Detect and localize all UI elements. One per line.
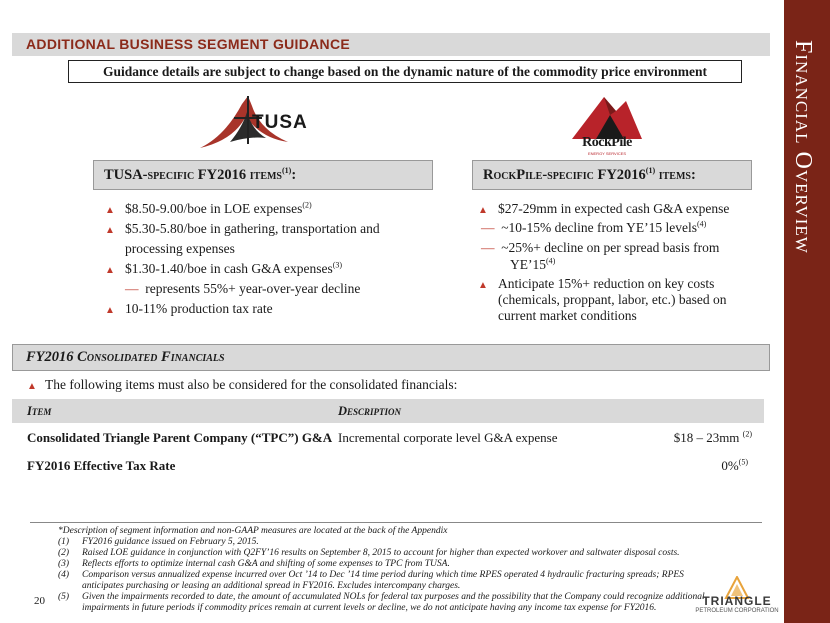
table-row-1-desc: Incremental corporate level G&A expense [338,430,558,445]
table-row-1-value [674,430,752,446]
rockpile-s2-sup: (4) [546,256,556,266]
dash-icon: — [481,240,495,255]
footnote-1-num: (1) [58,537,70,547]
footnote-2: Raised LOE guidance in conjunction with Q2FY’16 results on September 8, 2015 to account for higher than expected workover and saltwater disposal costs. [82,548,680,558]
column-header-description: Description [338,404,402,418]
consolidated-intro [27,375,458,396]
table-row-2-value-text: 0% [721,458,739,473]
footnote-5a: Given the impairments recorded to date, the amount of accumulated NOLs for federal tax purposes and the possibility that the Company could recognize additional [82,592,705,602]
tusa-b2b-text: processing expenses [125,241,235,256]
sidebar-title: Financial Overview [790,40,816,254]
tusa-b1-text: $8.50-9.00/boe in LOE expenses [125,201,303,216]
rockpile-b2a-text: Anticipate 15%+ reduction on key costs [498,276,715,291]
footnote-3-num: (3) [58,559,70,569]
tusa-b3-sup: (3) [332,260,343,270]
rockpile-bullet-1 [478,199,730,220]
rockpile-s2b-text: YE’15 [510,257,546,272]
tusa-heading-text: TUSA-specific FY2016 items [104,167,282,183]
footnote-4a: Comparison versus annualized expense incurred over Oct ’14 to Dec ’14 time period during which time RPES operated 4 hydraulic fracturing spreads; RPES [82,570,684,580]
consolidated-title: FY2016 Consolidated Financials [26,349,225,365]
tusa-b1-sup: (2) [302,200,312,210]
triangle-logo [692,576,782,620]
rockpile-s1-sup: (4) [697,219,707,229]
rockpile-logo-text: RockPile [582,135,632,150]
tusa-logo [190,92,320,154]
tusa-bullet-4 [105,299,273,320]
footnote-5-num: (5) [58,592,70,602]
tusa-b3-sub-text: represents 55%+ year-over-year decline [145,281,361,296]
footnote-5b: impairments in future periods if commodity prices remain at current levels or decline, we do not anticipate having any income tax expense for FY2016. [82,603,657,613]
tusa-bullet-3 [105,259,343,280]
table-row-1-sup: (2) [742,429,752,439]
tusa-logo-text: TUSA [252,112,308,133]
bullet-triangle-icon: ▲ [105,225,115,236]
rockpile-s1-text: ~10-15% decline from YE’15 levels [501,220,697,235]
table-row-2-item: FY2016 Effective Tax Rate [27,458,176,473]
bullet-triangle-icon: ▲ [478,205,488,216]
tusa-sub-bullet [125,279,360,298]
tusa-b3-text: $1.30-1.40/boe in cash G&A expenses [125,261,333,276]
footnote-divider [30,522,762,523]
rockpile-b2c-text: current market conditions [498,308,637,323]
rockpile-logo-icon [570,93,644,141]
rockpile-b1-text: $27-29mm in expected cash G&A expense [498,201,730,216]
rockpile-sub-1 [481,218,706,237]
section-title: ADDITIONAL BUSINESS SEGMENT GUIDANCE [26,36,351,52]
rockpile-logo [570,93,644,159]
bullet-triangle-icon: ▲ [105,305,115,316]
guidance-note: Guidance details are subject to change based on the dynamic nature of the commodity price environment [68,60,742,83]
rockpile-heading [472,160,752,190]
table-row-1-value-text: $18 – 23mm [673,430,740,445]
page-number: 20 [34,595,45,607]
tusa-b4-text: 10-11% production tax rate [125,301,273,316]
table-row-2-value [721,458,748,474]
rockpile-heading-sup: (1) [645,166,656,176]
table-row-2-sup: (5) [738,457,748,467]
consolidated-intro-text: The following items must also be considered for the consolidated financials: [45,377,458,392]
rockpile-sub-2b [510,255,555,274]
dash-icon: — [125,281,139,296]
bullet-triangle-icon: ▲ [27,381,37,392]
footnote-intro: *Description of segment information and non-GAAP measures are located at the back of the Appendix [58,526,448,536]
bullet-triangle-icon: ▲ [105,205,115,216]
rockpile-heading-suffix: items: [655,167,696,183]
rockpile-heading-text: RockPile-specific FY2016 [483,167,646,183]
triangle-logo-sub: PETROLEUM CORPORATION [695,608,779,614]
tusa-heading-suffix: : [291,167,297,183]
rockpile-b2b-text: (chemicals, proppant, labor, etc.) based on [498,292,727,307]
column-header-item: Item [27,404,52,418]
tusa-heading-sup: (1) [282,166,292,176]
rockpile-logo-sub: ENERGY SERVICES [587,151,627,156]
tusa-bullet-2 [105,219,380,240]
tusa-b2a-text: $5.30-5.80/boe in gathering, transportation and [125,221,380,236]
dash-icon: — [481,220,495,235]
table-row-1-item: Consolidated Triangle Parent Company (“TPC”) G&A [27,430,333,445]
bullet-triangle-icon: ▲ [105,265,115,276]
footnote-4-num: (4) [58,570,70,580]
rockpile-bullet-2 [478,274,715,295]
rockpile-s2a-text: ~25%+ decline on per spread basis from [501,240,720,255]
triangle-logo-text: TRIANGLE [702,594,772,608]
tusa-bullet-1 [105,199,312,220]
footnote-2-num: (2) [58,548,70,558]
bullet-triangle-icon: ▲ [478,280,488,291]
footnote-4b: anticipates purchasing or leasing an additional spread in FY2016. Excludes intercompany charges. [82,581,461,591]
footnote-1: FY2016 guidance issued on February 5, 2015. [82,537,259,547]
tusa-heading [93,160,433,190]
footnote-3: Reflects efforts to optimize internal cash G&A and shifting of some expenses to TPC from TUSA. [82,559,450,569]
